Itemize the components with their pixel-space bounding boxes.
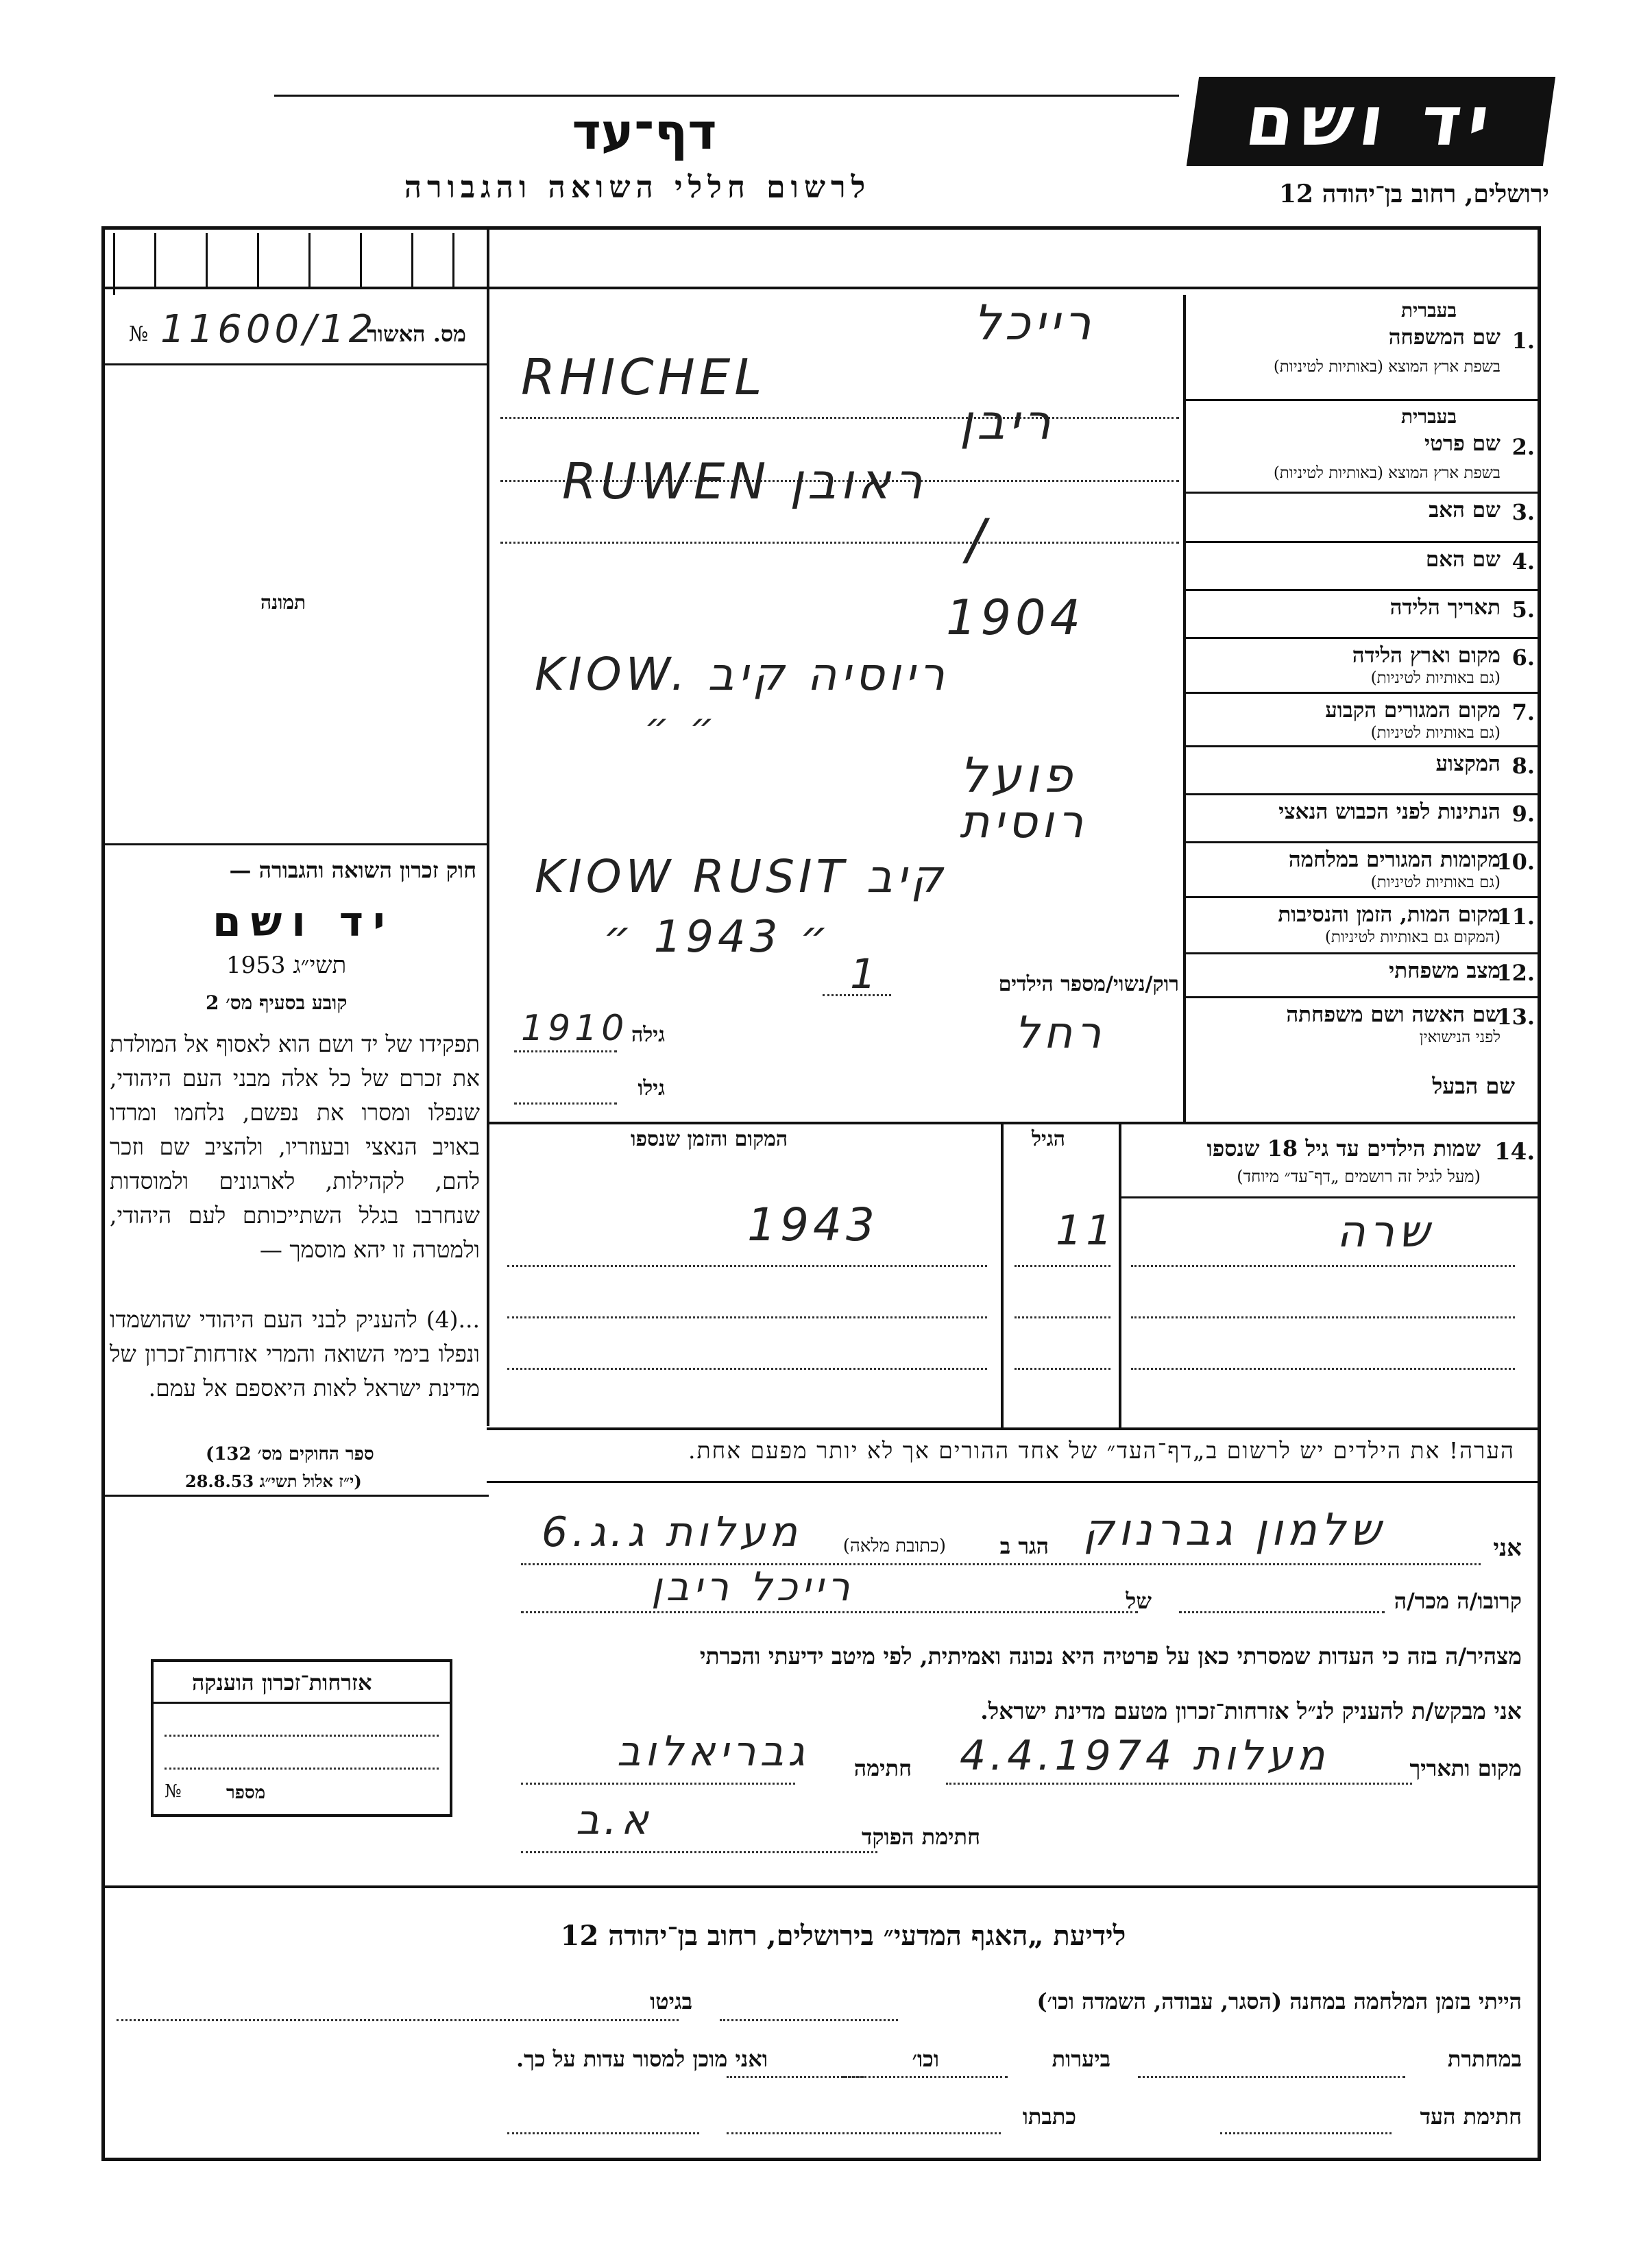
decl-place-date-label: מקום ותאריך [1409,1755,1522,1781]
field-row [1186,494,1539,543]
decl-of-value: רייכל ריבן [651,1563,854,1610]
decl-officer-signature: א.ב [576,1796,653,1844]
field-row [1186,401,1539,494]
field-number: 2. [1511,434,1535,460]
field-sublabel: לפני הנישואין [1419,1028,1501,1046]
field-row [1186,898,1539,954]
footer-row1-b: בגיטו [650,1988,692,2014]
law-body-2: ...(4) להעניק לבני העם היהודי שהושמדו ונפלו בימי השואה והמרי אזרחות־זכרון של מדינת ישראל לאות היאספם אל עמם. [110,1306,480,1401]
footer-row2-d: ואני מוכן למסור עדות על כך. [515,2046,768,2072]
footer-row3-a: חתימת העד [1420,2103,1522,2130]
citizenship-no: № [165,1781,182,1802]
decl-line4: אני מבקש/ת להעניק לנ״ל אזרחות־זכרון מטעם מדינת ישראל. [980,1698,1522,1724]
field-label: מקום המגורים הקבוע [1325,698,1501,723]
field-label: שם האשה ושם משפחתה [1286,1002,1501,1027]
children-label: שמות הילדים עד גיל 18 שנספו [1206,1135,1481,1161]
field-row [1186,694,1539,747]
footer-row2-c: וכו׳ [912,2046,939,2072]
field-label: מקום וארץ הלידה [1352,643,1501,668]
form-subtitle: לרשום חללי השואה והגבורה [404,170,871,205]
decl-name: שלמון גברנוק [1083,1505,1385,1556]
wife-name: רחל [1015,1008,1106,1059]
field-hebrew-tag: בעברית [1400,299,1457,322]
family-status: 1 [850,950,881,998]
top-rule [274,95,1179,97]
children-age-header: הגיל [1032,1127,1066,1151]
field-label: תאריך הלידה [1389,595,1501,620]
field-label: שם פרטי [1424,431,1501,456]
children-num: 14. [1494,1138,1535,1166]
children-place-header: המקום והזמן שנספו [631,1127,788,1151]
decl-signature: גבריאלוב [617,1728,809,1776]
wartime-residence: KIOW RUSIT קיב [535,850,947,903]
field-row [1186,639,1539,694]
field-hebrew-tag: בעברית [1400,405,1457,428]
field-label: מצב משפחתי [1389,958,1501,983]
field-row [1186,843,1539,898]
law-body: תפקידו של יד ושם הוא לאסוף אל המולדת את זכרם של כל אלה מבני העם היהודי, שנפלו ומסרו את נפשם, נלחמו ומרדו באויב הנאצי ובעוזריו, ולהציב שם וזכר להם, לקהילות, לארגונים ולמוסדות שנחרבו בגלל השתייכותם לעם היהודי, ולמטרה זו יהא מוסמך — [110,1030,480,1263]
field-number: 10. [1496,849,1535,875]
field-row [1186,543,1539,591]
approval-no: № [129,322,149,346]
wife-age-label: גילה [631,1023,665,1047]
father-name: / [967,507,989,571]
field-row [1186,747,1539,795]
field-label: הנתינות לפני הכבוש הנאצי [1278,799,1501,824]
field-number: 3. [1511,499,1535,525]
field-number: 5. [1511,596,1535,623]
field-label: מקום המות, הזמן והנסיבות [1278,902,1501,927]
birth-place: KIOW. ריוסיה קיב [535,648,949,701]
law-org: יד ושם [212,898,395,946]
field-row [1186,295,1539,401]
law-clause: קובע בסעיף מס׳ 2 [206,991,348,1014]
header-address: ירושלים, רחוב בן־יהודה 12 [1278,180,1549,208]
citizenship-number-label: מספר [226,1783,266,1803]
children-note: הערה! את הילדים יש לרשום ב„דף־העד״ של אחד ההורים אך לא יותר מפעם אחת. [688,1437,1515,1464]
field-number: 4. [1511,548,1535,575]
residence: ״ ״ [644,705,718,749]
law-year: תשי״ג 1953 [226,952,347,979]
footer-row1-a: הייתי בזמן המלחמה במחנה (הסגר, עבודה, השמדה וכו׳) [1036,1988,1522,2014]
child-place: 1943 [747,1198,879,1251]
decl-place-date: מעלות 4.4.1974 [960,1732,1329,1780]
decl-residing: הגר ב [999,1533,1049,1559]
field-sublabel: (המקום גם באותיות לטיניות) [1324,928,1501,946]
field-row [1186,591,1539,639]
surname-hebrew: רייכל [973,295,1095,351]
field-number: 12. [1496,960,1535,986]
birth-date: 1904 [946,590,1085,646]
firstname-hebrew: ריבן [960,394,1055,450]
law-title: חוק זכרון השואה והגבורה — [229,857,476,883]
footer-row2-a: במחתרת [1447,2046,1522,2072]
nationality: רוסית [960,795,1088,848]
decl-address: מעלות ג.ג.6 [542,1508,802,1556]
field-sublabel: (גם באותיות לטיניות) [1370,724,1501,742]
form-title: דף־עד [572,103,717,160]
field-number: 9. [1511,801,1535,827]
field-label: המקצוע [1435,751,1501,776]
husband-name-label: שם הבעל [1432,1073,1515,1099]
citizenship-title: אזרחות־זכרון הוענקה [192,1669,372,1696]
field-number: 6. [1511,644,1535,671]
children-count-label: רוק/נשוי/מספר הילדים [998,972,1179,996]
decl-relative-label: קרובו/ה מכר/ה [1394,1588,1522,1614]
law-ref: (ספר החוקים מס׳ 132 [206,1444,374,1464]
surname-latin: RHICHEL [521,348,766,406]
photo-label: תמונה [260,591,306,614]
child-age: 11 [1056,1207,1117,1255]
footer-row3-b: כתבתו [1022,2103,1076,2130]
decl-of-label: של [1126,1588,1152,1614]
children-sub: (מעל לגיל זה רושמים „דף־עד״ מיוחד) [1237,1167,1481,1186]
firstname-latin: RUWEN ראובן [562,453,927,510]
field-label: שם האב [1429,498,1501,522]
yad-vashem-logo [1187,77,1555,166]
death-details: ״ 1943 ״ [603,912,833,963]
field-number: 11. [1496,904,1535,930]
field-row [1186,954,1539,998]
field-label: מקומות המגורים במלחמה [1288,847,1501,872]
approval-label: מס. האשור [367,321,466,347]
field-sublabel: בשפת ארץ המוצא (באותיות לטיניות) [1273,464,1501,482]
field-row [1186,795,1539,843]
field-sublabel: (גם באותיות לטיניות) [1370,669,1501,687]
child-name: שרה [1337,1207,1434,1257]
decl-address-label: (כתובת מלאה) [842,1536,946,1556]
footer-row2-b: ביערות [1052,2046,1110,2072]
field-number: 13. [1496,1004,1535,1030]
logo-text: יד ושם [1241,81,1501,161]
field-sublabel: (גם באותיות לטיניות) [1370,873,1501,891]
field-row [1186,998,1539,1081]
profession: פועל [960,747,1077,804]
decl-line3: מצהיר/ה בזה כי העדות שמסרתי כאן על פרטיה היא נכונה ואמיתית, לפי מיטב ידיעתי והכרתי [699,1643,1522,1669]
husband-age-label: גילו [637,1076,665,1100]
field-sublabel: בשפת ארץ המוצא (באותיות לטיניות) [1273,358,1501,376]
footer-title: לידיעת „האגף המדעי״ בירושלים, רחוב בן־יהודה 12 [560,1920,1126,1952]
field-label: שם המשפחה [1388,325,1501,350]
field-number: 1. [1511,328,1535,354]
decl-signature-label: חתימה [853,1755,912,1781]
decl-ani: אני [1493,1534,1522,1562]
wife-age: 1910 [521,1008,629,1049]
approval-number: 11600/12 [160,307,378,352]
field-number: 8. [1511,753,1535,779]
field-label: שם האם [1425,547,1501,572]
field-number: 7. [1511,699,1535,725]
decl-officer-label: חתימת הפוקד [862,1824,980,1850]
law-ref-2: י״ז אלול תשי״ג 28.8.53) [185,1471,362,1491]
